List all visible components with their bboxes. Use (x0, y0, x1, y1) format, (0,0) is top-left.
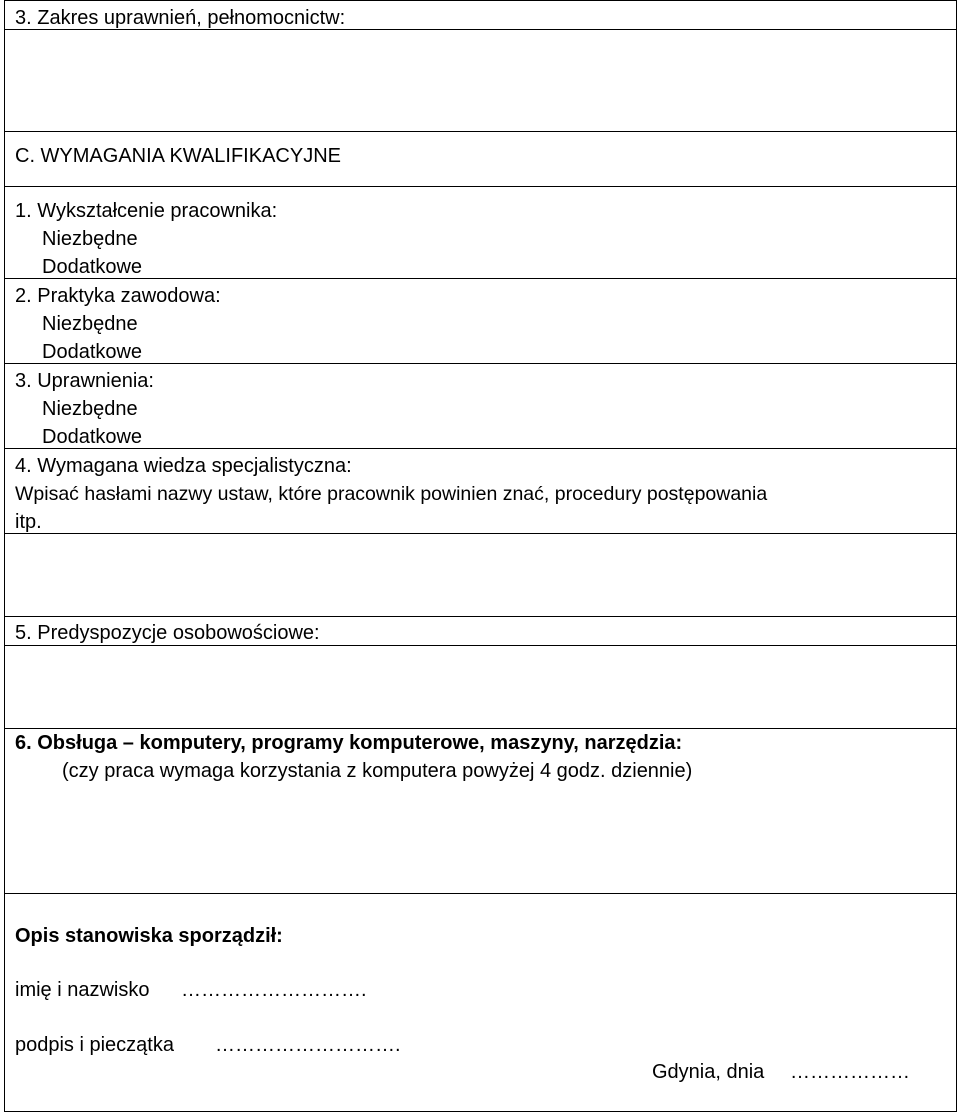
knowledge-description: Wpisać hasłami nazwy ustaw, które pracownik powinien znać, procedury postępowania (15, 483, 768, 505)
licenses-additional-label: Dodatkowe (42, 426, 143, 448)
knowledge-title: 4. Wymagana wiedza specjalistyczna: (15, 455, 352, 477)
practice-additional-label: Dodatkowe (42, 341, 143, 363)
divider (5, 448, 956, 449)
divider (5, 893, 956, 894)
prepared-by-heading: Opis stanowiska sporządził: (15, 925, 283, 947)
education-required-label: Niezbędne (42, 228, 138, 250)
signature-label: podpis i pieczątka (15, 1034, 174, 1056)
predispositions-title: 5. Predyspozycje osobowościowe: (15, 622, 320, 644)
licenses-title: 3. Uprawnienia: (15, 370, 154, 392)
job-description-form (4, 0, 957, 1112)
signature-fill-line[interactable]: ………………………. (215, 1034, 401, 1056)
equipment-fill-area[interactable] (5, 787, 956, 893)
scope-title: 3. Zakres uprawnień, pełnomocnictw: (15, 7, 346, 29)
name-fill-line[interactable]: ………………………. (181, 979, 367, 1001)
scope-fill-area[interactable] (5, 30, 956, 131)
predispositions-fill-area[interactable] (5, 646, 956, 728)
knowledge-description-cont: itp. (15, 511, 42, 533)
section-c-heading: C. WYMAGANIA KWALIFIKACYJNE (15, 145, 341, 167)
licenses-required-label: Niezbędne (42, 398, 138, 420)
practice-title: 2. Praktyka zawodowa: (15, 285, 221, 307)
education-additional-label: Dodatkowe (42, 256, 143, 278)
divider (5, 186, 956, 187)
name-label: imię i nazwisko (15, 979, 150, 1001)
equipment-title: 6. Obsługa – komputery, programy komputerowe, maszyny, narzędzia: (15, 732, 683, 754)
divider (5, 363, 956, 364)
divider (5, 131, 956, 132)
divider (5, 616, 956, 617)
practice-required-label: Niezbędne (42, 313, 138, 335)
education-title: 1. Wykształcenie pracownika: (15, 200, 278, 222)
divider (5, 278, 956, 279)
date-fill-line[interactable]: ……………… (790, 1061, 910, 1083)
equipment-note: (czy praca wymaga korzystania z komputera powyżej 4 godz. dziennie) (62, 760, 693, 782)
knowledge-fill-area[interactable] (5, 534, 956, 616)
divider (5, 728, 956, 729)
date-label: Gdynia, dnia (652, 1061, 765, 1083)
